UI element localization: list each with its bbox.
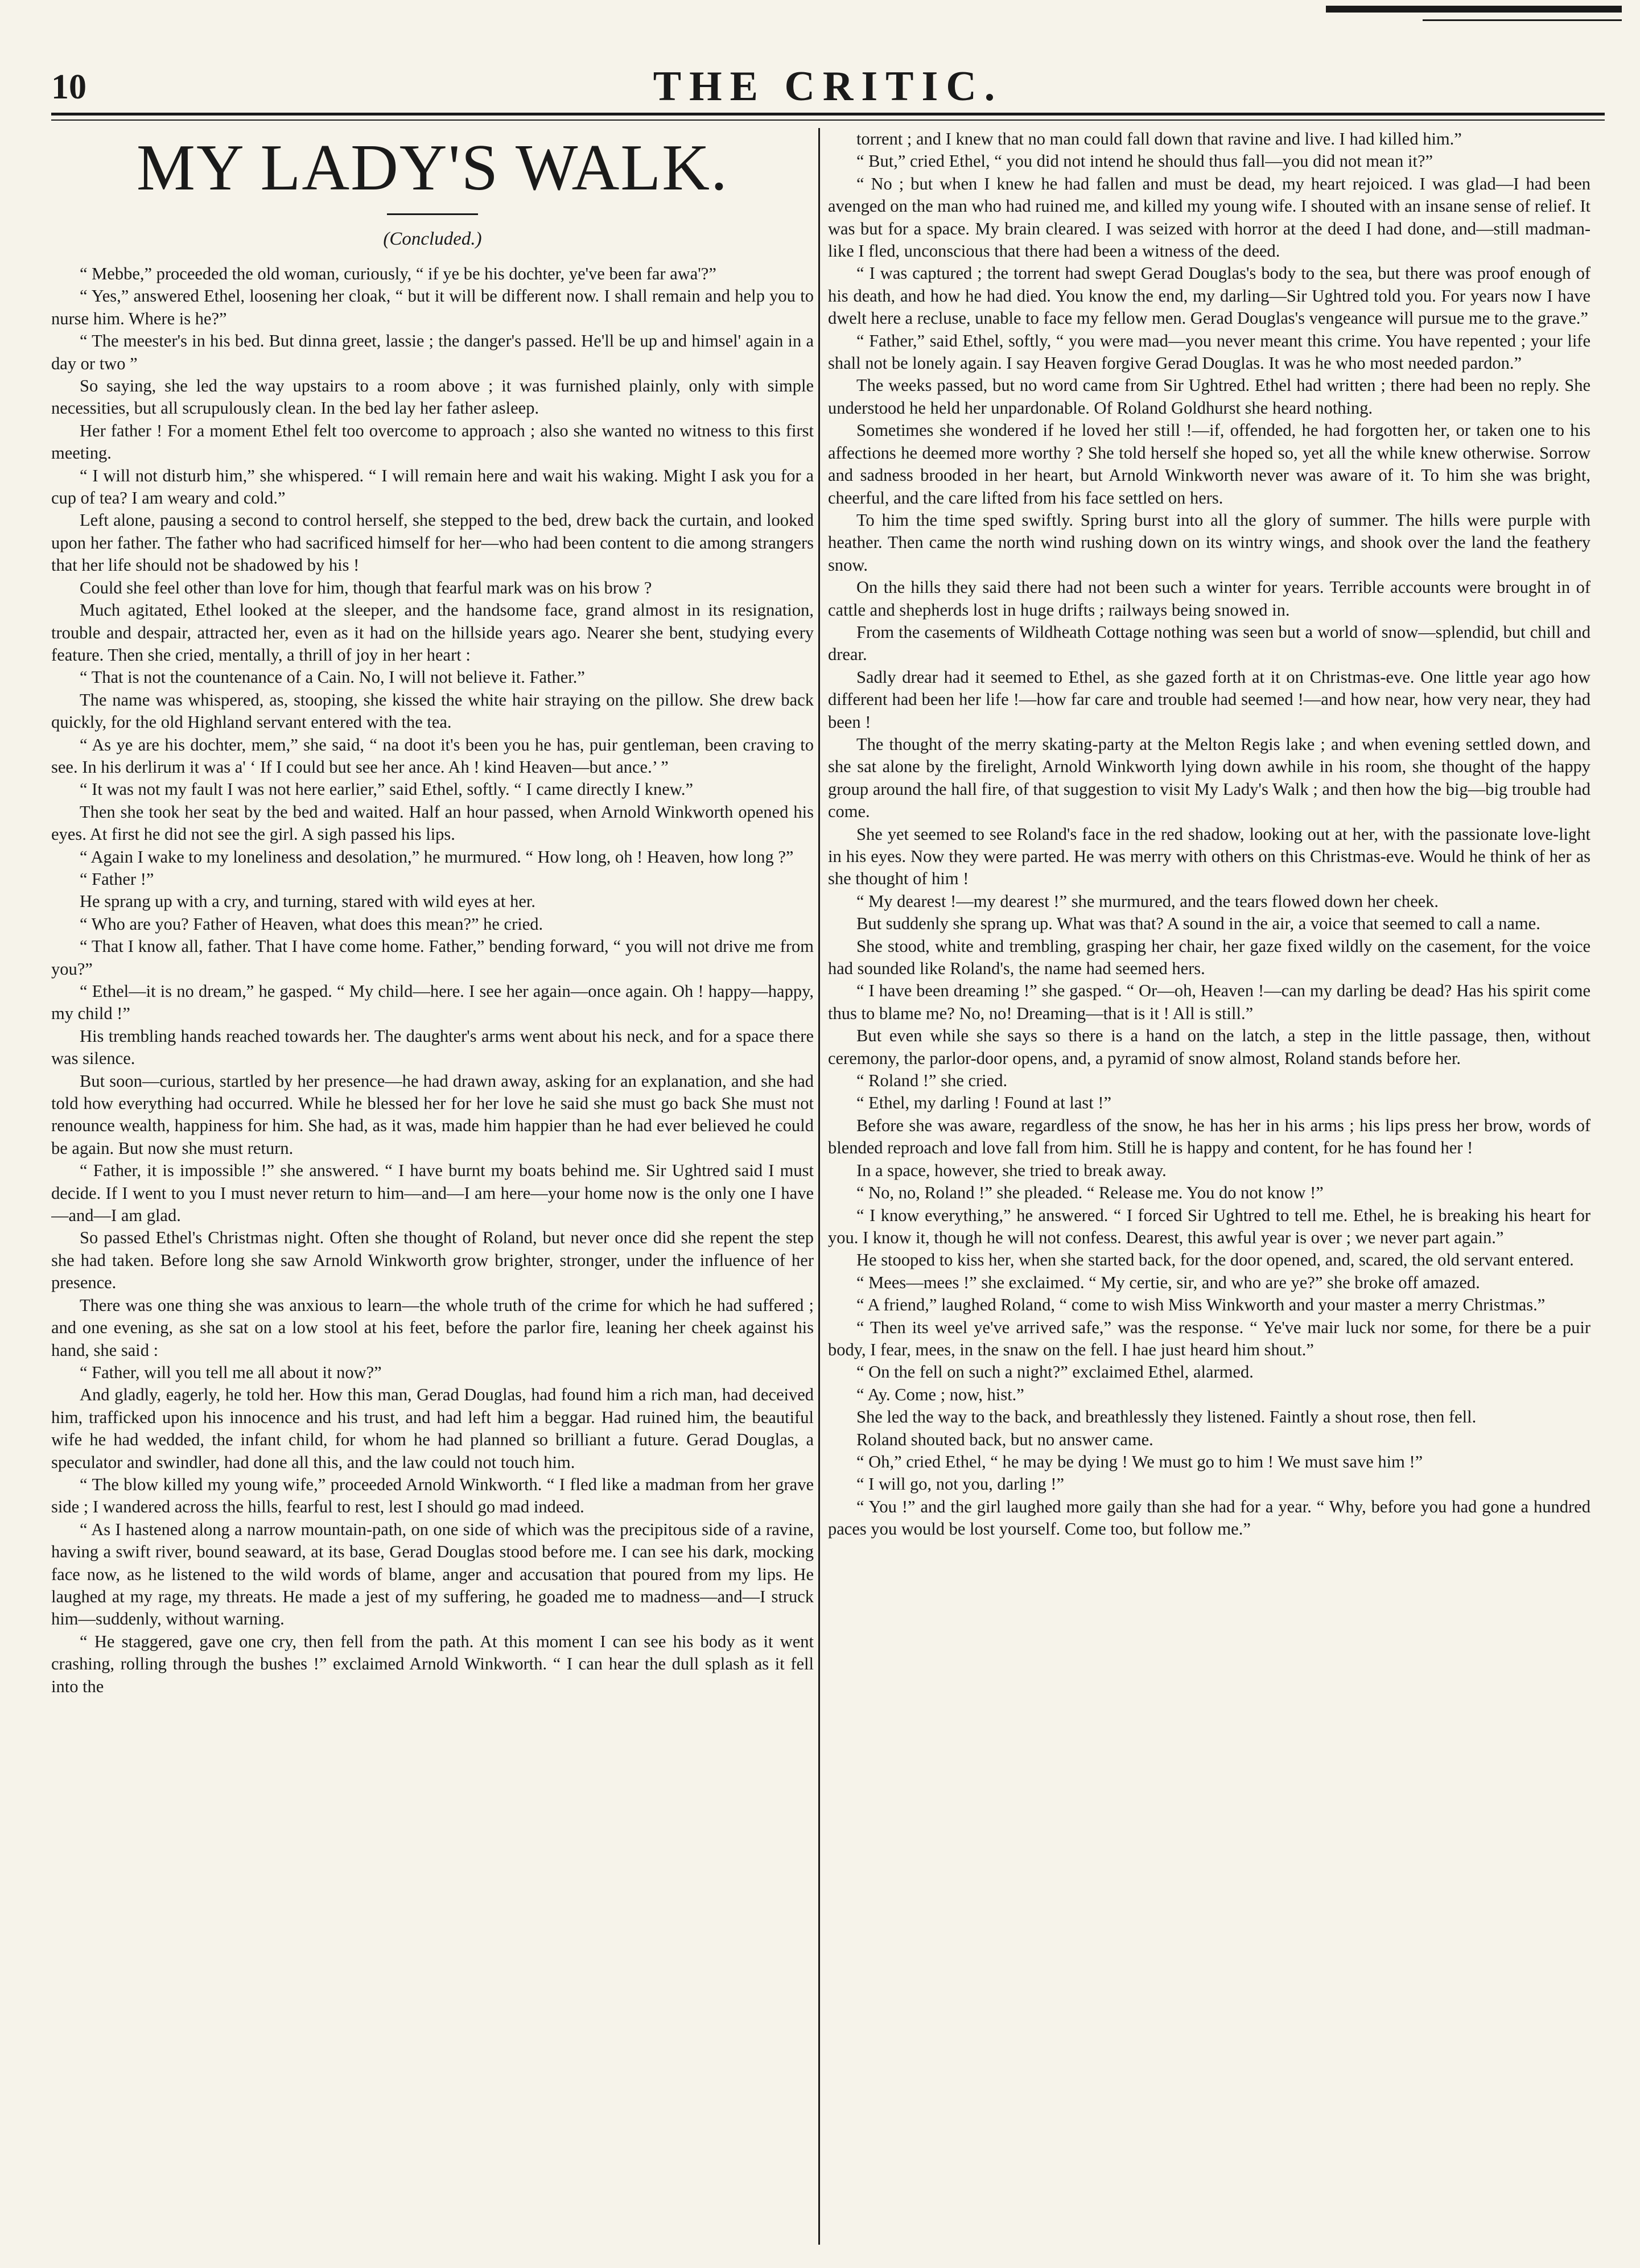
article-paragraph: And gladly, eagerly, he told her. How this man, Gerad Douglas, had found him a rich man, had deceived him, trafficked upon his innocence and his trust, and had left him a beggar. Had ruined him, the beautiful wife he had wedded, the infant child, for whom he had planned so brilliant a future. Gerad Douglas, a speculator and swindler, had done all this, and the law could not touch him. [51, 1385, 814, 1472]
article-paragraph: “ No ; but when I knew he had fallen and must be dead, my heart rejoiced. I was glad—I had been avenged on the man who had ruined me, and killed my young wife. I shouted with an insane sense of relief. It was but for a space. My brain cleared. I was seized with horror at the deed I had done, and—still madman-like I fled, unconscious that there had been a witness of the deed. [828, 174, 1590, 261]
column-divider [818, 128, 820, 2245]
article-paragraph: “ Again I wake to my loneliness and desolation,” he murmured. “ How long, oh ! Heaven, how long ?” [80, 847, 794, 867]
article-paragraph: “ Roland !” she cried. [856, 1071, 1008, 1091]
article-paragraph: He sprang up with a cry, and turning, stared with wild eyes at her. [80, 892, 535, 912]
page-number: 10 [51, 68, 86, 106]
article-paragraph: “ Father !” [80, 869, 154, 889]
right-column [828, 128, 1590, 2245]
article-paragraph: The name was whispered, as, stooping, she kissed the white hair straying on the pillow. She drew back quickly, for the old Highland servant entered with the tea. [51, 690, 814, 732]
headline-divider [387, 213, 478, 215]
article-paragraph: torrent ; and I knew that no man could fall down that ravine and live. I had killed him.” [856, 129, 1462, 149]
article-paragraph: “ The meester's in his bed. But dinna greet, lassie ; the danger's passed. He'll be up and himsel' again in a day or two ” [51, 331, 814, 373]
article-paragraph: Roland shouted back, but no answer came. [856, 1429, 1153, 1449]
article-paragraph: But suddenly she sprang up. What was that? A sound in the air, a voice that seemed to call a name. [856, 914, 1540, 934]
article-paragraph: “ Yes,” answered Ethel, loosening her cloak, “ but it will be different now. I shall remain and help you to nurse him. Where is he?” [51, 286, 814, 328]
article-paragraph: “ No, no, Roland !” she pleaded. “ Release me. You do not know !” [856, 1183, 1324, 1203]
article-paragraph: Her father ! For a moment Ethel felt too overcome to approach ; also she wanted no witness to this first meeting. [51, 420, 814, 463]
article-paragraph: There was one thing she was anxious to learn—the whole truth of the crime for which he had suffered ; and one evening, as she sat on a low stool at his feet, before the parlor fire, leaning her cheek against his hand, she said : [51, 1295, 814, 1360]
article-paragraph: Left alone, pausing a second to control herself, she stepped to the bed, drew back the curtain, and looked upon her father. The father who had sacrificed himself for her—who had been content to die among strangers that her life should not be shadowed by his ! [51, 510, 814, 575]
article-paragraph: “ He staggered, gave one cry, then fell from the path. At this moment I can see his body as it went crashing, rolling through the bushes !” exclaimed Arnold Winkworth. “ I can hear the dull splash as it fell into the [51, 1631, 814, 1696]
article-paragraph: “ That I know all, father. That I have come home. Father,” bending forward, “ you will not drive me from you?” [51, 937, 814, 979]
article-paragraph: He stooped to kiss her, when she started back, for the door opened, and, scared, the old servant entered. [856, 1250, 1574, 1270]
article-paragraph: She led the way to the back, and breathlessly they listened. Faintly a shout rose, then fell. [856, 1407, 1477, 1427]
article-paragraph: The thought of the merry skating-party at the Melton Regis lake ; and when evening settled down, and she sat alone by the firelight, Arnold Winkworth lying down awhile in his room, she thought of the happy group around the hall fire, of that suggestion to visit My Lady's Walk ; and then how the big—big trouble had come. [828, 734, 1590, 822]
article-paragraph: “ Mees—mees !” she exclaimed. “ My certie, sir, and who are ye?” she broke off amazed. [856, 1272, 1480, 1292]
article-paragraph: Much agitated, Ethel looked at the sleeper, and the handsome face, grand almost in its resignation, trouble and despair, attracted her, even as it had on the hillside years ago. Nearer she bent, studying every feature. Then she cried, mentally, a thrill of joy in her heart : [51, 600, 814, 665]
article-paragraph: His trembling hands reached towards her. The daughter's arms went about his neck, and for a space there was silence. [51, 1026, 814, 1069]
article-paragraph: “ Father, it is impossible !” she answered. “ I have burnt my boats behind me. Sir Ughtred said I must decide. If I went to you I must never return to him—and—I am here—your home now is the only one I have—and—I am glad. [51, 1161, 814, 1226]
article-paragraph: From the casements of Wildheath Cottage nothing was seen but a world of snow—splendid, but chill and drear. [828, 622, 1590, 665]
article-paragraph: Sometimes she wondered if he loved her still !—if, offended, he had forgotten her, or taken one to his affections he deemed more worthy ? She told herself she hoped so, yet all the while knew otherwise. Sorrow and sadness brooded in her heart, but Arnold Winkworth never was aware of it. To him she was bright, cheerful, and the care lifted from his face settled on hers. [828, 420, 1590, 508]
article-paragraph: So passed Ethel's Christmas night. Often she thought of Roland, but never once did she repent the step she had taken. Before long she saw Arnold Winkworth grow brighter, stronger, under the influence of her presence. [51, 1228, 814, 1293]
article-paragraph: “ On the fell on such a night?” exclaimed Ethel, alarmed. [856, 1362, 1254, 1382]
masthead [51, 63, 1605, 119]
masthead-rule [51, 113, 1605, 116]
article-paragraph: “ Ay. Come ; now, hist.” [856, 1384, 1024, 1404]
article-paragraph: “ I will not disturb him,” she whispered. “ I will remain here and wait his waking. Might I ask you for a cup of tea? I am weary and cold.” [51, 465, 814, 508]
article-paragraph: “ I have been dreaming !” she gasped. “ Or—oh, Heaven !—can my darling be dead? Has his spirit come thus to blame me? No, no! Dreaming—that is it ! All is still.” [828, 981, 1590, 1023]
article-paragraph: On the hills they said there had not been such a winter for years. Terrible accounts were brought in of cattle and shepherds lost in huge drifts ; railways being snowed in. [828, 578, 1590, 620]
article-paragraph: “ Oh,” cried Ethel, “ he may be dying ! We must go to him ! We must save him !” [856, 1451, 1423, 1471]
masthead-rule-thin [51, 119, 1605, 121]
article-paragraph: “ As I hastened along a narrow mountain-path, on one side of which was the precipitous side of a ravine, having a swift river, bound seaward, at its base, Gerad Douglas stood before me. I can see his dark, mocking face now, as he listened to the wild words of blame, anger and accusation that poured from my lips. He laughed at my rage, my threats. He made a jest of my suffering, he goaded me to madness—and—I struck him—suddenly, without warning. [51, 1519, 814, 1629]
article-paragraph: “ My dearest !—my dearest !” she murmured, and the tears flowed down her cheek. [856, 891, 1439, 911]
decorative-top-rule-thin [1423, 19, 1622, 21]
article-paragraph: In a space, however, she tried to break away. [856, 1160, 1167, 1180]
article-paragraph: “ The blow killed my young wife,” proceeded Arnold Winkworth. “ I fled like a madman from her grave side ; I wandered across the hills, fearful to rest, lest I should go mad indeed. [51, 1474, 814, 1517]
article-paragraph: Sadly drear had it seemed to Ethel, as she gazed forth at it on Christmas-eve. One little year ago how different had been her life !—how far care and trouble had seemed !—and how near, how very near, they had been ! [828, 667, 1590, 732]
article-paragraph: “ Ethel, my darling ! Found at last !” [856, 1093, 1112, 1113]
article-paragraph: But even while she says so there is a hand on the latch, a step in the little passage, then, without ceremony, the parlor-door opens, and, a pyramid of snow almost, Roland stands before her. [828, 1026, 1590, 1068]
article-paragraph: To him the time sped swiftly. Spring burst into all the glory of summer. The hills were purple with heather. Then came the north wind rushing down on its wintry wings, and shook over the land the feathery snow. [828, 510, 1590, 575]
article-paragraph: But soon—curious, startled by her presence—he had drawn away, asking for an explanation, and she had told how everything had occurred. While he blessed her for her love he said she must go back She must not renounce wealth, happiness for him. She had, as it was, made him happier than he had ever believed he could be again. But now she must return. [51, 1071, 814, 1158]
article-paragraph: Could she feel other than love for him, though that fearful mark was on his brow ? [80, 578, 652, 597]
article-paragraph: Then she took her seat by the bed and waited. Half an hour passed, when Arnold Winkworth opened his eyes. At first he did not see the girl. A sigh passed his lips. [51, 802, 814, 844]
article-paragraph: “ But,” cried Ethel, “ you did not intend he should thus fall—you did not mean it?” [856, 151, 1433, 171]
article-paragraph: “ Who are you? Father of Heaven, what does this mean?” he cried. [80, 914, 543, 934]
article-paragraph: “ A friend,” laughed Roland, “ come to wish Miss Winkworth and your master a merry Christmas.” [856, 1295, 1546, 1315]
article-subhead: (Concluded.) [383, 229, 482, 249]
article-paragraph: “ That is not the countenance of a Cain. No, I will not believe it. Father.” [80, 667, 585, 687]
article-paragraph: “ I was captured ; the torrent had swept Gerad Douglas's body to the sea, but there was proof enough of his death, and how he had died. You know the end, my darling—Sir Ughtred told you. For years now I have dwelt here a recluse, unable to face my fellow men. Gerad Douglas's vengeance will pursue me to the grave.” [828, 263, 1590, 328]
article-paragraph: “ Mebbe,” proceeded the old woman, curiously, “ if ye be his dochter, ye've been far awa'?” [80, 264, 716, 283]
article-paragraph: Before she was aware, regardless of the snow, he has her in his arms ; his lips press her brow, words of blended reproach and love fall from him. Still he is happy and content, for he has found her ! [828, 1115, 1590, 1158]
article-paragraph: “ Father,” said Ethel, softly, “ you were mad—you never meant this crime. You have repented ; your life shall not be lonely again. I say Heaven forgive Gerad Douglas. It was he who most needed pardon.” [828, 331, 1590, 373]
article-paragraph: “ Ethel—it is no dream,” he gasped. “ My child—here. I see her again—once again. Oh ! happy—happy, my child !” [51, 982, 814, 1024]
publication-title: THE CRITIC. [653, 63, 1003, 110]
article-paragraph: “ As ye are his dochter, mem,” she said, “ na doot it's been you he has, puir gentleman, been craving to see. In his derlirum it was a' ‘ If I could but see her ance. Ah ! kind Heaven—but ance.’ ” [51, 735, 814, 777]
article-paragraph: “ I know everything,” he answered. “ I forced Sir Ughtred to tell me. Ethel, he is breaking his heart for you. I know it, though he will not confess. Dearest, this awful year is over ; we never part again.” [828, 1205, 1590, 1247]
decorative-top-rule [1326, 6, 1622, 13]
article-paragraph: She stood, white and trembling, grasping her chair, her gaze fixed wildly on the casement, for the voice had sounded like Roland's, the name had seemed hers. [828, 936, 1590, 979]
article-paragraph: “ I will go, not you, darling !” [856, 1474, 1065, 1494]
left-column [51, 128, 814, 2245]
article-paragraph: She yet seemed to see Roland's face in the red shadow, looking out at her, with the passionate love-light in his eyes. Now they were parted. He was merry with others on this Christmas-eve. Would he think of her as she thought of him ! [828, 824, 1590, 889]
article-paragraph: “ Father, will you tell me all about it now?” [80, 1362, 382, 1382]
article-paragraph: The weeks passed, but no word came from Sir Ughtred. Ethel had written ; there had been no reply. She understood he held her unpardonable. Of Roland Goldhurst she heard nothing. [828, 376, 1590, 418]
article-paragraph: “ You !” and the girl laughed more gaily than she had for a year. “ Why, before you had gone a hundred paces you would be lost yourself. Come too, but follow me.” [828, 1496, 1590, 1539]
article-paragraph: So saying, she led the way upstairs to a room above ; it was furnished plainly, only with simple necessities, but all scrupulously clean. In the bed lay her father asleep. [51, 376, 814, 418]
article-paragraph: “ It was not my fault I was not here earlier,” said Ethel, softly. “ I came directly I knew.” [80, 780, 693, 799]
article-headline: MY LADY'S WALK. [136, 131, 729, 204]
article-paragraph: “ Then its weel ye've arrived safe,” was the response. “ Ye've mair luck nor some, for there be a puir body, I fear, mees, in the snaw on the fell. I hae just heard him shout.” [828, 1317, 1590, 1359]
